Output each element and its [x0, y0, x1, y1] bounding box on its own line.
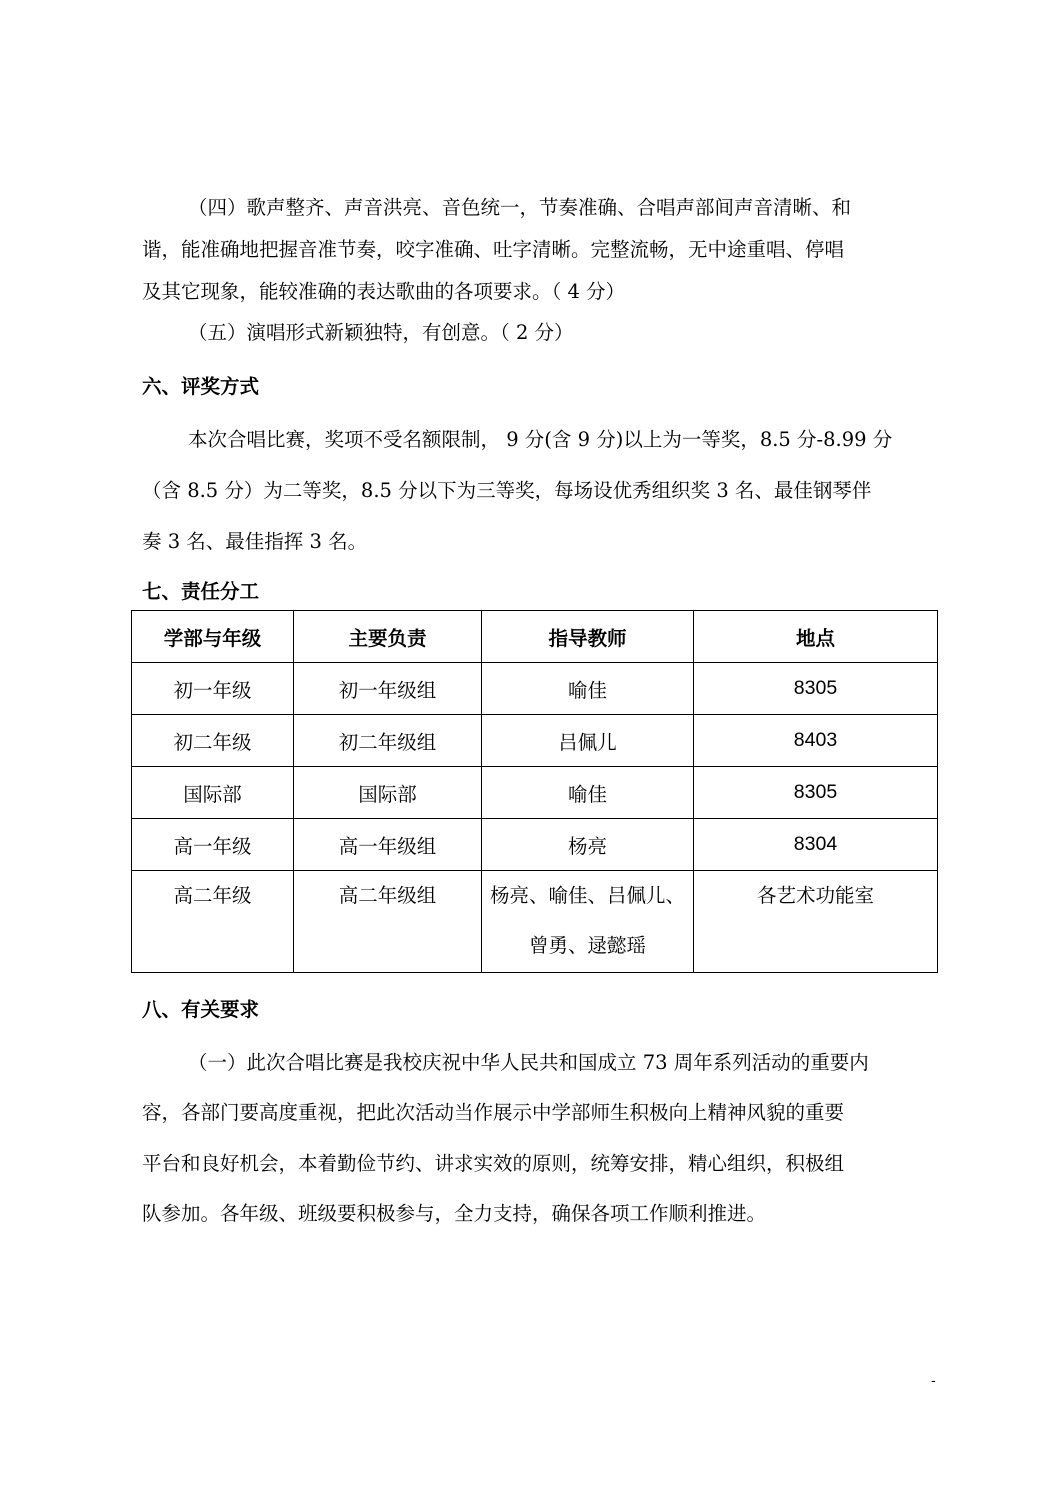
section8-line3: 平台和良好机会，本着勤俭节约、讲求实效的原则，统筹安排，精心组织，积极组 — [142, 1152, 845, 1175]
table-cell: 喻佳 — [482, 767, 694, 819]
table-cell: 喻佳 — [482, 663, 694, 715]
table-cell: 8305 — [694, 767, 938, 819]
section7-heading: 七、责任分工 — [142, 580, 260, 603]
table-cell: 国际部 — [132, 767, 294, 819]
criteria-item4-line2: 谐，能准确地把握音准节奏，咬字准确、吐字清晰。完整流畅，无中途重唱、停唱 — [142, 238, 845, 261]
table-cell: 高一年级组 — [294, 819, 482, 871]
table-cell — [294, 871, 482, 973]
table-row — [132, 871, 938, 973]
table-header-cell: 地点 — [694, 611, 938, 663]
section6-line2: （含 8.5 分）为二等奖，8.5 分以下为三等奖，每场设优秀组织奖 3 名、最佳钢琴伴 — [142, 479, 872, 502]
page-mark: - — [931, 1373, 936, 1389]
table-cell: 杨亮 — [482, 819, 694, 871]
location-label: 各艺术功能室 — [756, 884, 874, 907]
table-cell — [132, 871, 294, 973]
section8-line4: 队参加。各年级、班级要积极参与，全力支持，确保各项工作顺利推进。 — [142, 1202, 767, 1225]
section8-line2: 容，各部门要高度重视，把此次活动当作展示中学部师生积极向上精神风貌的重要 — [142, 1101, 845, 1124]
table-cell — [694, 871, 938, 973]
table-cell: 初一年级 — [132, 663, 294, 715]
section8-line1: （一）此次合唱比赛是我校庆祝中华人民共和国成立 73 周年系列活动的重要内 — [188, 1051, 869, 1074]
teachers-line2: 曾勇、逯懿瑶 — [528, 934, 646, 957]
section6-line1: 本次合唱比赛，奖项不受名额限制， 9 分(含 9 分)以上为一等奖，8.5 分-8.99 分 — [188, 428, 893, 451]
table-header-cell: 学部与年级 — [132, 611, 294, 663]
table-cell: 8304 — [694, 819, 938, 871]
criteria-item4-line3: 及其它现象，能较准确的表达歌曲的各项要求。（ 4 分） — [142, 280, 626, 303]
table-cell: 初二年级组 — [294, 715, 482, 767]
table-row — [132, 715, 938, 767]
grade-label: 高二年级 — [173, 884, 252, 907]
table-cell: 8403 — [694, 715, 938, 767]
table-row — [132, 819, 938, 871]
table-header-cell: 指导教师 — [482, 611, 694, 663]
criteria-item5: （五）演唱形式新颖独特，有创意。（ 2 分） — [188, 321, 574, 344]
table-row — [132, 767, 938, 819]
table-cell: 初一年级组 — [294, 663, 482, 715]
table-cell: 初二年级 — [132, 715, 294, 767]
responsibility-table — [131, 610, 938, 973]
table-cell: 高一年级 — [132, 819, 294, 871]
teachers-line1: 杨亮、喻佳、吕佩儿、 — [489, 884, 685, 907]
lead-label: 高二年级组 — [338, 884, 437, 907]
table-cell: 吕佩儿 — [482, 715, 694, 767]
table-cell: 8305 — [694, 663, 938, 715]
section6-line3: 奏 3 名、最佳指挥 3 名。 — [142, 530, 368, 553]
table-header-row — [132, 611, 938, 663]
table-header-cell: 主要负责 — [294, 611, 482, 663]
table-cell — [482, 871, 694, 973]
section8-heading: 八、有关要求 — [142, 998, 260, 1021]
section6-heading: 六、评奖方式 — [142, 375, 260, 398]
table-row — [132, 663, 938, 715]
criteria-item4-line1: （四）歌声整齐、声音洪亮、音色统一，节奏准确、合唱声部间声音清晰、和 — [188, 196, 852, 219]
table-cell: 国际部 — [294, 767, 482, 819]
